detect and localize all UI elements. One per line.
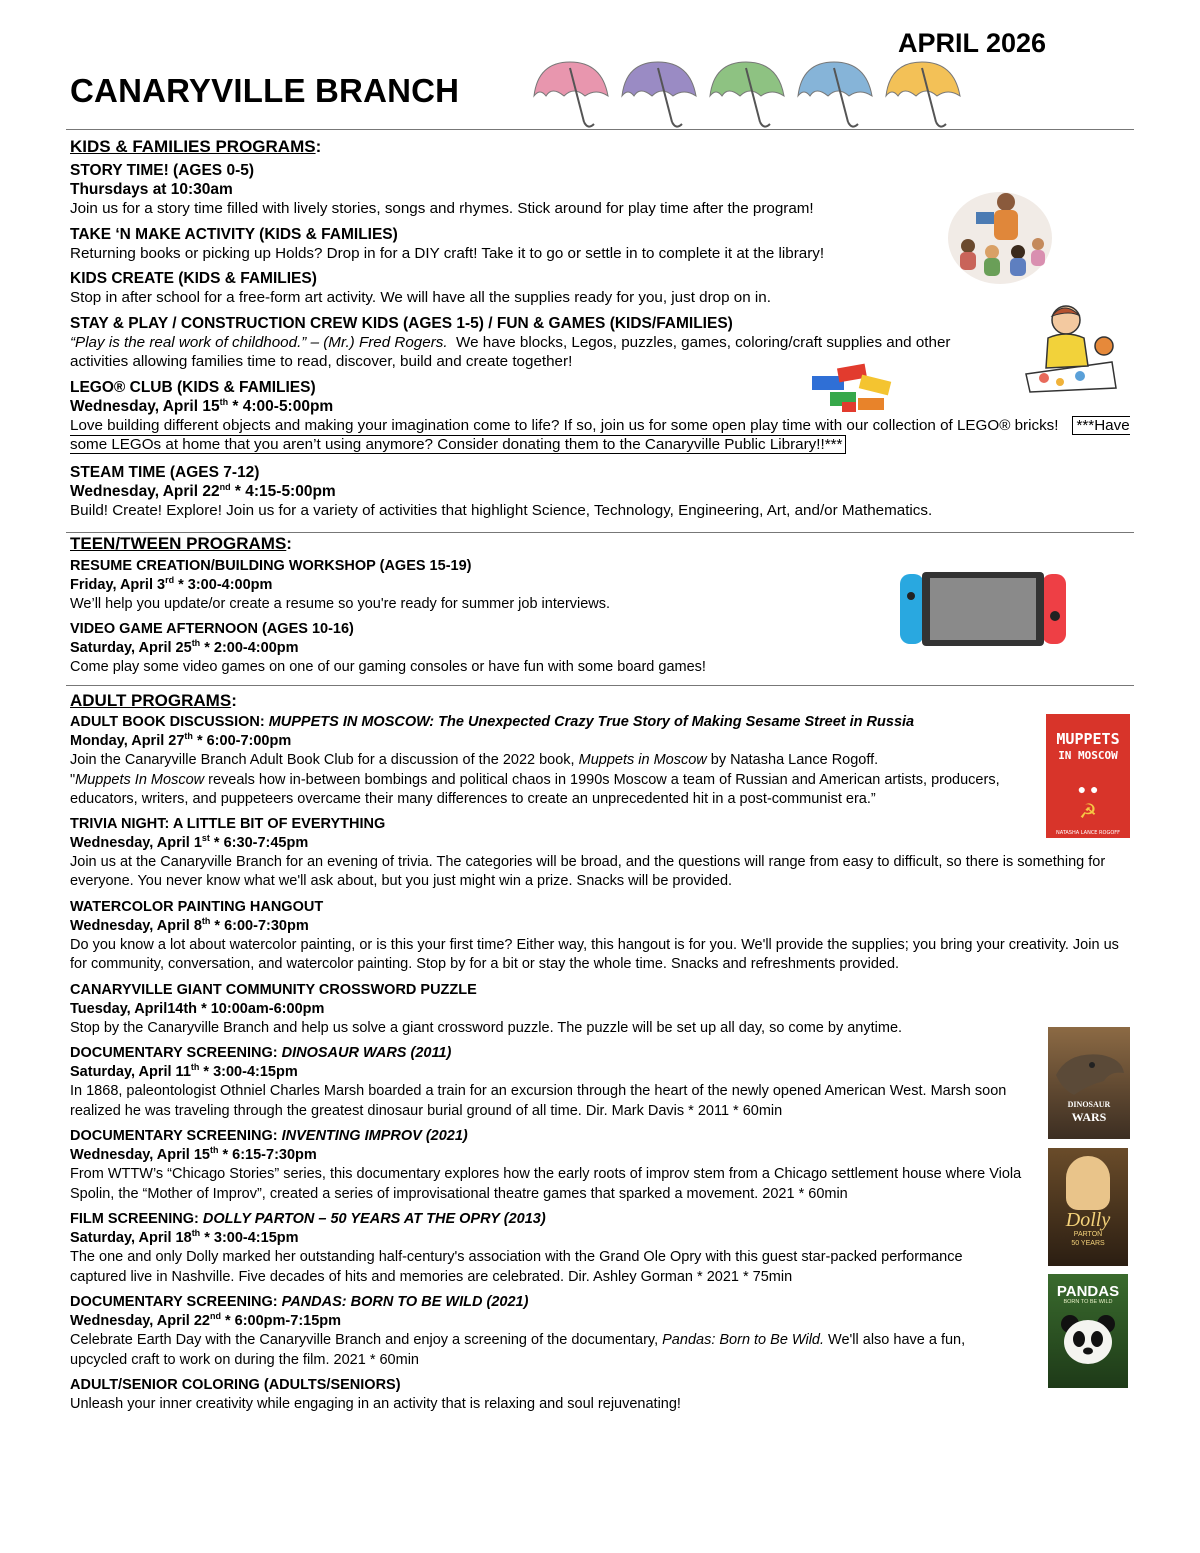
event-when: Saturday, April 18th * 3:00-4:15pm — [70, 1228, 299, 1246]
child-painting-illustration — [1020, 302, 1120, 399]
event-title: ADULT/SENIOR COLORING (ADULTS/SENIORS) — [70, 1377, 401, 1393]
event-title: DOCUMENTARY SCREENING: PANDAS: BORN TO BE WILD (2021) — [70, 1294, 529, 1310]
event-when: Friday, April 3rd * 3:00-4:00pm — [70, 575, 273, 593]
book-discussion-block — [70, 713, 1134, 810]
panda-icon — [1048, 1306, 1128, 1376]
event-title: FILM SCREENING: DOLLY PARTON – 50 YEARS AT THE OPRY (2013) — [70, 1211, 546, 1227]
event-desc: Join the Canaryville Branch Adult Book Club for a discussion of the 2022 book, Muppets in Moscow by Natasha Lance Rogoff. "Muppets In Moscow reveals how in-between bombings and political chaos in 1990s Moscow a team of Russian and American artists, producers, educators, writers, and puppeteers overcame their many differences to create an unprecedented hit in a post-communist era.” — [70, 752, 1000, 807]
umbrella-icon — [534, 62, 608, 127]
dolly-cover-subtitle: PARTON 50 YEARS — [1071, 1231, 1105, 1247]
dolly-portrait — [1066, 1156, 1110, 1210]
hammer-sickle-icon: ☭ — [1079, 801, 1097, 823]
event-title: LEGO® CLUB (KIDS & FAMILIES) — [70, 378, 316, 396]
umbrella-icon — [798, 62, 872, 127]
stay-play-block — [70, 314, 1134, 372]
event-title: TAKE ‘N MAKE ACTIVITY (KIDS & FAMILIES) — [70, 225, 398, 243]
event-when: Thursdays at 10:30am — [70, 181, 233, 198]
steam-time-block — [70, 463, 1134, 521]
pandas-block — [70, 1293, 1134, 1370]
event-desc-text: We have blocks, Legos, puzzles, games, coloring/craft supplies and other activities allowing families time to read, discover, build and create together! — [70, 333, 951, 370]
event-when: Wednesday, April 15th * 6:15-7:30pm — [70, 1145, 317, 1163]
pandas-cover — [1048, 1274, 1128, 1388]
pandas-cover-subtitle: BORN TO BE WILD — [1063, 1299, 1113, 1305]
event-desc: Stop by the Canaryville Branch and help us solve a giant crossword puzzle. The puzzle will be set up all day, so come by anytime. — [70, 1019, 903, 1036]
event-desc: Do you know a lot about watercolor painting, or is this your first time? Either way, this hangout is for you. We'll provide the supplies; you bring your creativity. Join us for community, conversation, and watercolor painting. Stop by for a bit or stay the whole time. Snacks and refreshments provided. — [70, 936, 1119, 972]
event-when: Wednesday, April 8th * 6:00-7:30pm — [70, 915, 309, 934]
kids-section-heading: KIDS & FAMILIES PROGRAMS: — [70, 137, 322, 156]
event-title: CANARYVILLE GIANT COMMUNITY CROSSWORD PUZZLE — [70, 981, 477, 998]
event-desc: Celebrate Earth Day with the Canaryville Branch and enjoy a screening of the documentary, Pandas: Born to Be Wild. We'll also have a fun, upcycled craft to work on during the film. 2021 * 60min — [70, 1332, 966, 1368]
event-desc: The one and only Dolly marked her outstanding half-century's association with the Grand Ole Opry with this guest star-packed performance captured live in Nashville. Five decades of hits and memories are celebrated. Dir. Ashley Gorman * 2021 * 75min — [70, 1249, 963, 1285]
teen-section-heading: TEEN/TWEEN PROGRAMS: — [70, 534, 292, 553]
umbrella-icon — [622, 62, 696, 127]
event-desc: Build! Create! Explore! Join us for a variety of activities that highlight Science, Technology, Engineering, Art, and/or Mathematics. — [70, 501, 933, 519]
event-when: Wednesday, April 22nd * 6:00pm-7:15pm — [70, 1311, 342, 1329]
event-title: DOCUMENTARY SCREENING: DINOSAUR WARS (2011) — [70, 1045, 452, 1061]
event-when: Wednesday, April 1st * 6:30-7:45pm — [70, 832, 309, 851]
dolly-parton-block — [70, 1210, 1134, 1287]
umbrella-icon — [710, 62, 784, 127]
event-when: Monday, April 27th * 6:00-7:00pm — [70, 731, 292, 749]
branch-title: CANARYVILLE BRANCH — [70, 72, 460, 109]
dinosaur-wars-block — [70, 1044, 1134, 1124]
eyes-icon: ● ● — [1077, 781, 1099, 797]
program-listing — [70, 136, 1134, 1415]
event-desc: Come play some video games on one of our gaming consoles or have fun with some board games! — [70, 658, 706, 675]
event-when: Wednesday, April 15th * 4:00-5:00pm — [70, 396, 334, 415]
lego-bricks-illustration — [808, 362, 904, 421]
watercolor-block — [70, 898, 1134, 975]
event-title: ADULT BOOK DISCUSSION: MUPPETS IN MOSCOW: The Unexpected Crazy True Story of Making Sesame Street in Russia — [70, 714, 915, 730]
event-desc: In 1868, paleontologist Othniel Charles Marsh boarded a train for an excursion through the heart of the newly opened American West. Marsh soon realized he was traveling through the greatest dinosaur burial ground of all time. Dir. Mark Davis * 2011 * 60min — [70, 1083, 1007, 1119]
event-title: VIDEO GAME AFTERNOON (AGES 10-16) — [70, 620, 354, 637]
coloring-block — [70, 1376, 1134, 1415]
event-when: Tuesday, April14th * 10:00am-6:00pm — [70, 1000, 325, 1017]
umbrella-icon — [886, 62, 960, 127]
dolly-parton-cover — [1048, 1148, 1128, 1266]
dinosaur-wars-cover — [1048, 1027, 1130, 1139]
muppets-cover-author: NATASHA LANCE ROGOFF — [1055, 830, 1121, 836]
event-when: Saturday, April 25th * 2:00-4:00pm — [70, 637, 299, 656]
event-desc: Unleash your inner creativity while engaging in an activity that is relaxing and soul rejuvenating! — [70, 1396, 681, 1412]
event-desc: Stop in after school for a free-form art activity. We will have all the supplies ready for you, just drop on in. — [70, 289, 771, 306]
event-desc: Join us at the Canaryville Branch for an evening of trivia. The categories will be broad, and the questions will range from easy to difficult, so there is something for everyone. You never know what we'll ask about, but you just might win a prize. Snacks will be provided. — [70, 853, 1106, 889]
story-time-illustration — [944, 180, 1056, 293]
event-title: KIDS CREATE (KIDS & FAMILIES) — [70, 270, 317, 287]
fred-rogers-quote: “Play is the real work of childhood.” – (Mr.) Fred Rogers. — [70, 333, 448, 351]
month-heading: APRIL 2026 — [898, 28, 1047, 58]
event-title: WATERCOLOR PAINTING HANGOUT — [70, 898, 324, 915]
muppets-book-cover — [1046, 714, 1130, 838]
crossword-block — [70, 981, 1134, 1039]
divider — [66, 129, 1134, 130]
umbrellas-illustration — [528, 56, 968, 132]
event-desc: Returning books or picking up Holds? Drop in for a DIY craft! Take it to go or settle in to complete it at the library! — [70, 244, 825, 262]
lego-club-block — [70, 378, 1134, 455]
game-console-illustration — [898, 570, 1068, 655]
event-desc: Join us for a story time filled with lively stories, songs and rhymes. Stick around for play time after the program! — [70, 200, 814, 217]
umbrella-row — [528, 56, 968, 137]
event-desc: From WTTW’s “Chicago Stories” series, this documentary explores how the early roots of improv stem from a Chicago settlement house where Viola Spolin, the “Mother of Improv”, created a series of improvisational theatre games that sparked a movement. 2021 * 60min — [70, 1166, 1022, 1202]
dinosaur-cover-title: DINOSAUR WARS — [1067, 1100, 1111, 1124]
event-desc: We’ll help you update/or create a resume so you're ready for summer job interviews. — [70, 596, 611, 612]
event-when: Saturday, April 11th * 3:00-4:15pm — [70, 1062, 298, 1080]
event-title: STEAM TIME (AGES 7-12) — [70, 463, 260, 481]
inventing-improv-block — [70, 1127, 1134, 1204]
dinosaur-skull-icon — [1048, 1045, 1130, 1105]
trivia-night-block — [70, 815, 1134, 892]
event-title: STAY & PLAY / CONSTRUCTION CREW KIDS (AGES 1-5) / FUN & GAMES (KIDS/FAMILIES) — [70, 314, 733, 332]
event-title: RESUME CREATION/BUILDING WORKSHOP (AGES 15-19) — [70, 558, 472, 574]
pandas-cover-title: PANDAS — [1056, 1283, 1120, 1300]
lego-donation-notice: ***Have some LEGOs at home that you aren’t using anymore? Consider donating them to the Canaryville Public Library!!*** — [70, 416, 1130, 453]
muppets-cover-title: MUPPETS IN MOSCOW — [1056, 730, 1120, 762]
event-desc: Love building different objects and making your imagination come to life? If so, join us for some open play time with our collection of LEGO® bricks! ***Have some LEGOs at home that you aren’t using anymore? Consider donating them to the Canaryville Public Library!!*** — [70, 416, 1130, 453]
dolly-cover-title: Dolly — [1065, 1209, 1111, 1231]
event-title: TRIVIA NIGHT: A LITTLE BIT OF EVERYTHING — [70, 815, 386, 832]
event-when: Wednesday, April 22nd * 4:15-5:00pm — [70, 481, 336, 500]
event-title: DOCUMENTARY SCREENING: INVENTING IMPROV (2021) — [70, 1128, 468, 1144]
event-title: STORY TIME! (AGES 0-5) — [70, 162, 255, 179]
adult-section-heading: ADULT PROGRAMS: — [70, 691, 237, 710]
